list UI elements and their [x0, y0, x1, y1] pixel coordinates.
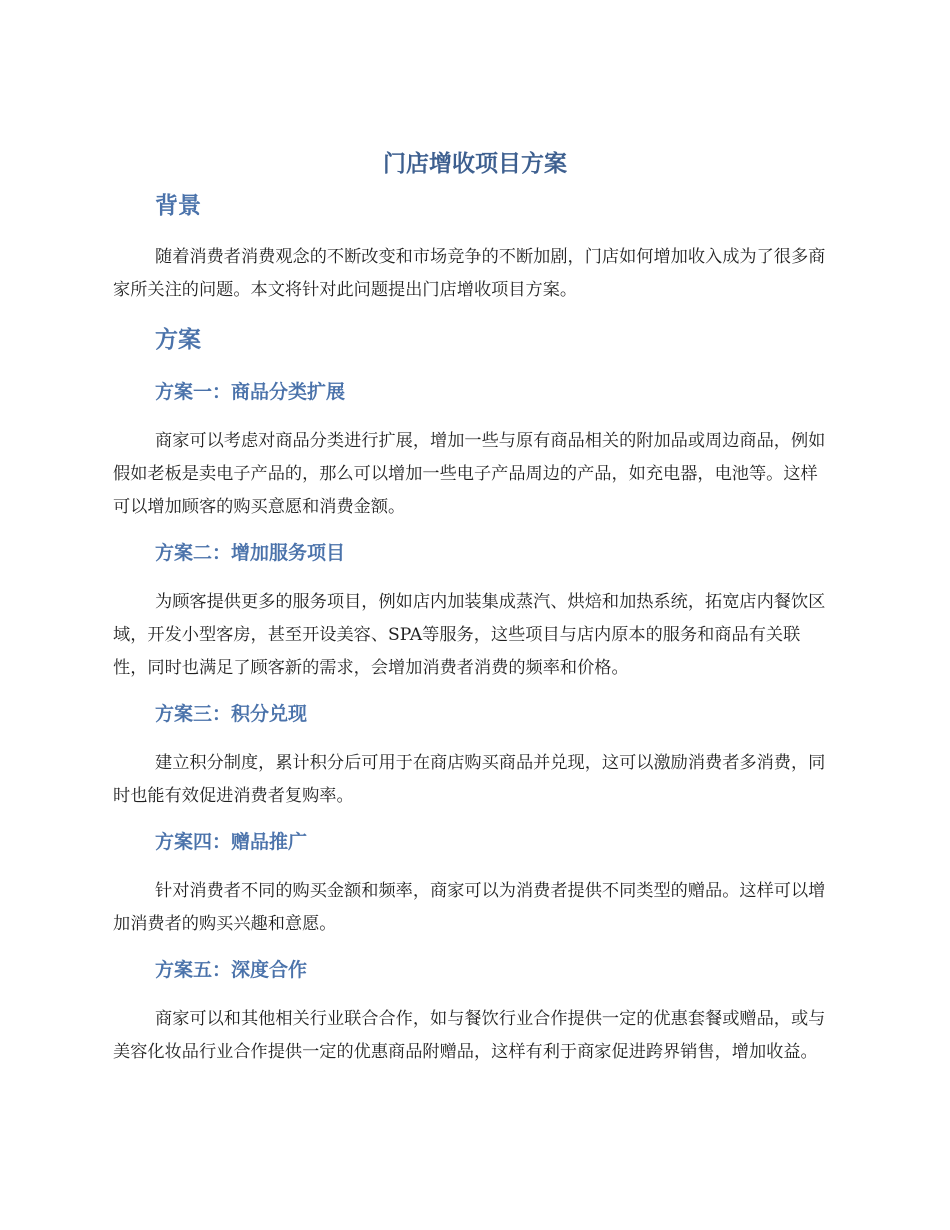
plan-5-heading: 方案五：深度合作: [155, 959, 308, 981]
plan-4-paragraph: 针对消费者不同的购买金额和频率，商家可以为消费者提供不同类型的赠品。这样可以增加消费者的购买兴趣和意愿。: [113, 881, 826, 934]
plan-3-paragraph: 建立积分制度，累计积分后可用于在商店购买商品并兑现，这可以激励消费者多消费，同时也能有效促进消费者复购率。: [113, 753, 826, 806]
plan-4-heading: 方案四：赠品推广: [155, 831, 308, 853]
background-paragraph: 随着消费者消费观念的不断改变和市场竞争的不断加剧，门店如何增加收入成为了很多商家所关注的问题。本文将针对此问题提出门店增收项目方案。: [113, 247, 826, 300]
document-title: 门店增收项目方案: [383, 151, 567, 177]
plan-2-heading: 方案二：增加服务项目: [155, 542, 346, 564]
section-heading-plan: 方案: [155, 327, 201, 353]
plan-2-paragraph: 为顾客提供更多的服务项目，例如店内加装集成蒸汽、烘焙和加热系统，拓宽店内餐饮区域，开发小型客房，甚至开设美容、SPA等服务，这些项目与店内原本的服务和商品有关联性，同时也满足了顾客新的需求，会增加消费者消费的频率和价格。: [113, 592, 826, 678]
plan-1-heading: 方案一：商品分类扩展: [155, 381, 346, 403]
section-heading-background: 背景: [155, 193, 201, 219]
plan-5-paragraph: 商家可以和其他相关行业联合合作，如与餐饮行业合作提供一定的优惠套餐或赠品，或与美容化妆品行业合作提供一定的优惠商品附赠品，这样有利于商家促进跨界销售，增加收益。: [113, 1009, 826, 1062]
plan-1-paragraph: 商家可以考虑对商品分类进行扩展，增加一些与原有商品相关的附加品或周边商品，例如假如老板是卖电子产品的，那么可以增加一些电子产品周边的产品，如充电器，电池等。这样可以增加顾客的购买意愿和消费金额。: [113, 431, 826, 517]
plan-3-heading: 方案三：积分兑现: [155, 703, 308, 725]
